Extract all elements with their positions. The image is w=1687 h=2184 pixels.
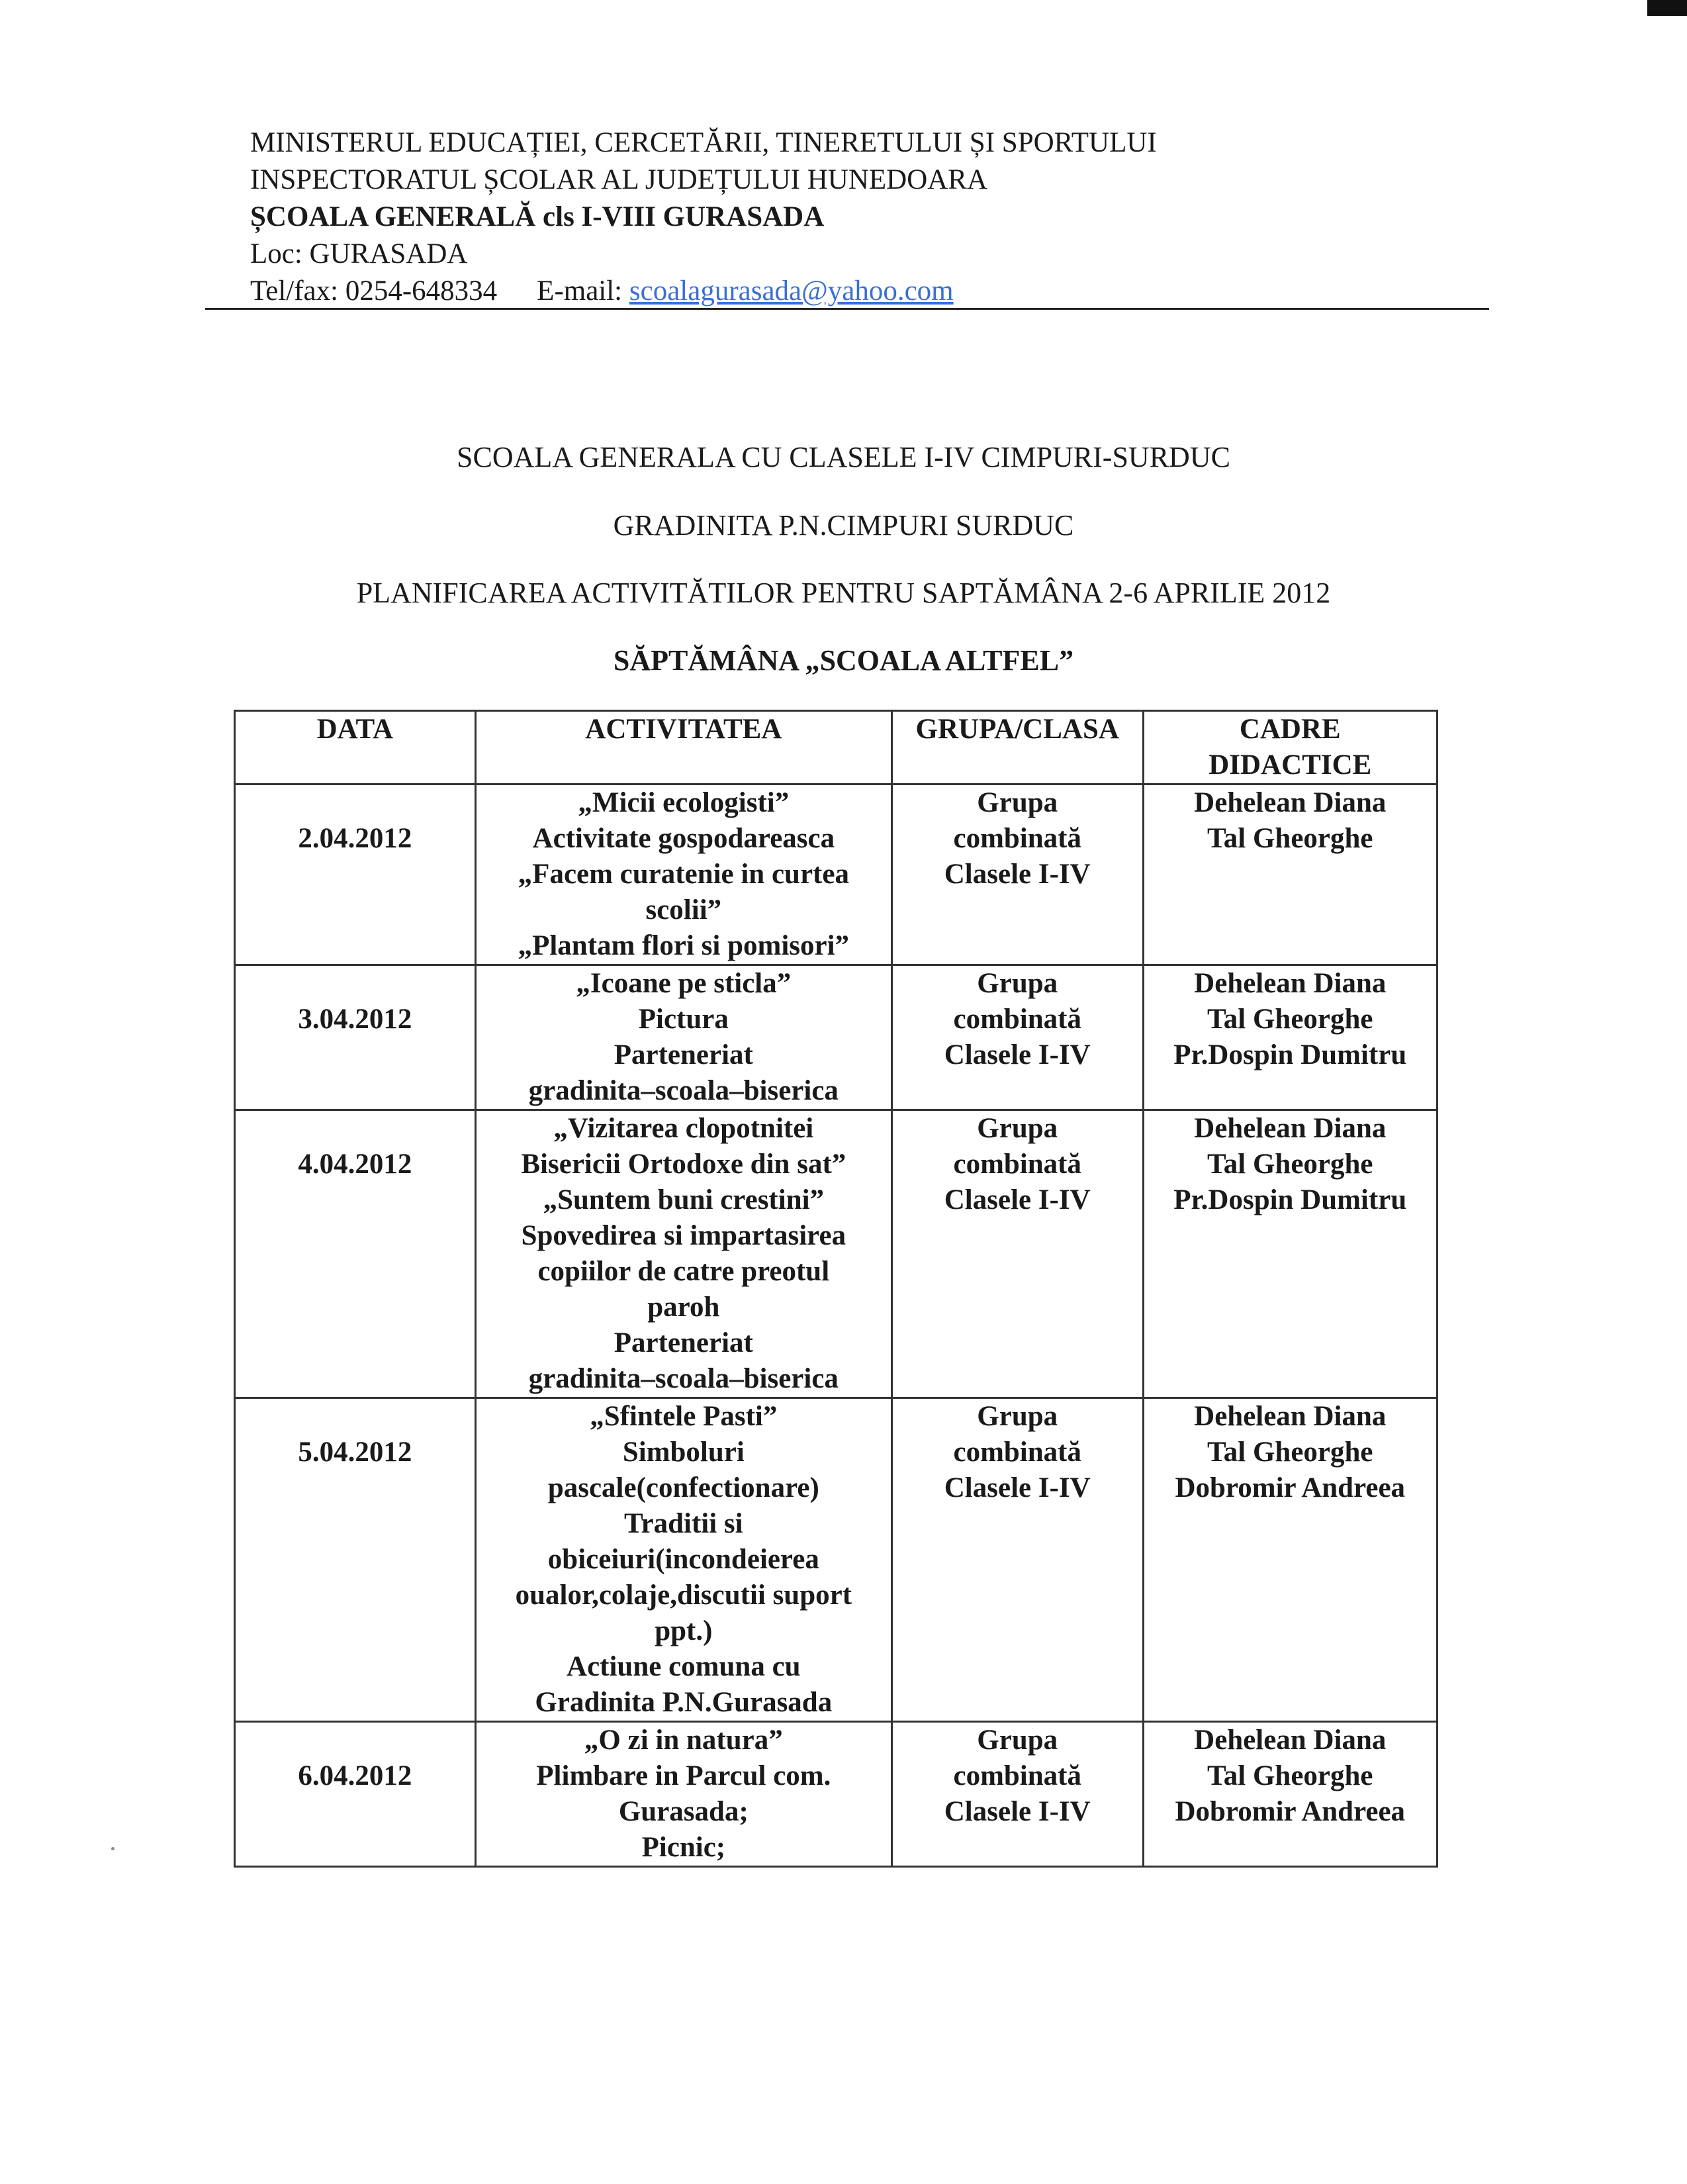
activity-cell-line: gradinita–scoala–biserica <box>528 1075 839 1106</box>
school-heading: SCOALA GENERALA CU CLASELE I-IV CIMPURI-SURDUC <box>457 441 1230 473</box>
date-cell: 5.04.2012 <box>235 1398 476 1722</box>
activity-cell <box>475 784 891 965</box>
group-cell-line: Clasele I-IV <box>944 1796 1091 1827</box>
email-label: E-mail: <box>537 275 623 307</box>
table-row <box>235 965 1437 1110</box>
activity-cell <box>475 965 891 1110</box>
ministry-name: MINISTERUL EDUCAȚIEI, CERCETĂRII, TINERETULUI ȘI SPORTULUI <box>250 127 1157 158</box>
letterhead-divider <box>205 308 1489 310</box>
activity-cell-line: Pictura <box>638 1004 729 1035</box>
staff-cell-line: Tal Gheorghe <box>1207 1149 1373 1180</box>
group-cell-line: Grupa <box>977 968 1058 999</box>
staff-cell-line: Tal Gheorghe <box>1207 823 1373 854</box>
inspectorate-name: INSPECTORATUL ȘCOLAR AL JUDEȚULUI HUNEDOARA <box>250 164 988 195</box>
group-cell-line: combinată <box>953 1437 1081 1468</box>
date-cell: 3.04.2012 <box>235 965 476 1110</box>
plan-title: PLANIFICAREA ACTIVITĂTILOR PENTRU SAPTĂMÂNA 2-6 APRILIE 2012 <box>356 577 1331 609</box>
group-cell-line: combinată <box>953 1149 1081 1180</box>
activity-cell-line: copiilor de catre preotul <box>537 1256 830 1287</box>
activity-cell-line: Plimbare in Parcul com. <box>536 1760 831 1791</box>
group-cell-line: Clasele I-IV <box>944 859 1091 890</box>
activity-cell-line: „Icoane pe sticla” <box>576 968 792 999</box>
activity-cell-line: „Micii ecologisti” <box>578 787 790 818</box>
activity-cell-line: ppt.) <box>655 1615 713 1646</box>
activity-cell-line: Parteneriat <box>614 1327 753 1358</box>
activity-cell-line: „Facem curatenie in curtea <box>518 859 849 890</box>
scan-corner-mark <box>1647 0 1687 16</box>
staff-cell-line: Dehelean Diana <box>1194 787 1387 818</box>
activity-cell-line: „Sfintele Pasti” <box>590 1401 778 1432</box>
staff-cell-line: Dehelean Diana <box>1194 1401 1387 1432</box>
date-cell: 2.04.2012 <box>235 784 476 965</box>
group-cell <box>891 784 1143 965</box>
group-cell-line: Grupa <box>977 1113 1058 1144</box>
staff-cell <box>1143 1110 1437 1398</box>
activity-cell-line: Picnic; <box>641 1832 726 1863</box>
activity-cell-line: gradinita–scoala–biserica <box>528 1363 839 1394</box>
phone-fax: Tel/fax: 0254-648334 <box>250 275 498 307</box>
staff-cell <box>1143 1722 1437 1867</box>
activity-cell-line: Bisericii Ortodoxe din sat” <box>521 1149 846 1180</box>
group-cell-line: Grupa <box>977 787 1058 818</box>
scan-speck <box>111 1847 114 1850</box>
activity-cell-line: Spovedirea si impartasirea <box>521 1220 846 1251</box>
table-header-row <box>235 711 1437 784</box>
group-cell-line: combinată <box>953 1760 1081 1791</box>
activity-cell <box>475 1722 891 1867</box>
staff-cell <box>1143 784 1437 965</box>
staff-cell-line: Dehelean Diana <box>1194 1113 1387 1144</box>
email-link[interactable]: scoalagurasada@yahoo.com <box>629 275 954 307</box>
staff-cell-line: Dobromir Andreea <box>1175 1472 1406 1503</box>
activity-cell-line: „Vizitarea clopotnitei <box>553 1113 814 1144</box>
activity-cell-line: „Plantam flori si pomisori” <box>518 930 850 961</box>
school-location: Loc: GURASADA <box>250 238 468 269</box>
activity-cell-line: pascale(confectionare) <box>547 1472 819 1503</box>
staff-cell-line: Dobromir Andreea <box>1175 1796 1406 1827</box>
contact-line <box>250 273 1508 310</box>
activity-cell-line: obiceiuri(incondeierea <box>547 1544 819 1575</box>
activity-cell-line: oualor,colaje,discutii suport <box>515 1580 852 1611</box>
letterhead <box>250 124 1508 310</box>
header-staff: CADRE DIDACTICE <box>1143 711 1437 784</box>
staff-cell-line: Tal Gheorghe <box>1207 1004 1373 1035</box>
group-cell-line: Clasele I-IV <box>944 1184 1091 1215</box>
activity-cell-line: Actiune comuna cu <box>567 1651 801 1682</box>
staff-cell-line: Tal Gheorghe <box>1207 1760 1373 1791</box>
staff-cell-line: Pr.Dospin Dumitru <box>1173 1039 1407 1070</box>
date-cell: 4.04.2012 <box>235 1110 476 1398</box>
header-activity: ACTIVITATEA <box>475 711 891 784</box>
header-group: GRUPA/CLASA <box>891 711 1143 784</box>
staff-cell <box>1143 1398 1437 1722</box>
staff-cell-line: Dehelean Diana <box>1194 968 1387 999</box>
table-body <box>235 784 1437 1867</box>
group-cell-line: Grupa <box>977 1401 1058 1432</box>
kindergarten-heading: GRADINITA P.N.CIMPURI SURDUC <box>613 509 1074 542</box>
date-cell: 6.04.2012 <box>235 1722 476 1867</box>
group-cell <box>891 1722 1143 1867</box>
table-row <box>235 1110 1437 1398</box>
staff-cell-line: Tal Gheorghe <box>1207 1437 1373 1468</box>
activity-cell-line: scolii” <box>645 894 722 926</box>
activity-cell-line: paroh <box>647 1292 720 1323</box>
activity-cell-line: Gurasada; <box>618 1796 749 1827</box>
activity-cell <box>475 1110 891 1398</box>
header-date: DATA <box>235 711 476 784</box>
activity-cell-line: Activitate gospodareasca <box>532 823 835 854</box>
group-cell-line: Grupa <box>977 1725 1058 1756</box>
staff-cell <box>1143 965 1437 1110</box>
table-row <box>235 1398 1437 1722</box>
activity-cell-line: Simboluri <box>622 1437 745 1468</box>
group-cell <box>891 1110 1143 1398</box>
activities-table <box>234 710 1438 1868</box>
staff-cell-line: Dehelean Diana <box>1194 1725 1387 1756</box>
group-cell-line: Clasele I-IV <box>944 1472 1091 1503</box>
group-cell-line: Clasele I-IV <box>944 1039 1091 1070</box>
school-name: ȘCOALA GENERALĂ cls I-VIII GURASADA <box>250 201 825 232</box>
activity-cell-line: Traditii si <box>624 1508 743 1539</box>
activity-cell-line: Parteneriat <box>614 1039 753 1070</box>
activity-cell <box>475 1398 891 1722</box>
activity-cell-line: „Suntem buni crestini” <box>543 1184 825 1215</box>
group-cell-line: combinată <box>953 823 1081 854</box>
group-cell <box>891 965 1143 1110</box>
activity-cell-line: Gradinita P.N.Gurasada <box>535 1687 833 1718</box>
week-title: SĂPTĂMÂNA „SCOALA ALTFEL” <box>613 644 1074 677</box>
group-cell-line: combinată <box>953 1004 1081 1035</box>
group-cell <box>891 1398 1143 1722</box>
staff-cell-line: Pr.Dospin Dumitru <box>1173 1184 1407 1215</box>
table-row <box>235 1722 1437 1867</box>
table-row <box>235 784 1437 965</box>
activity-cell-line: „O zi in natura” <box>584 1725 783 1756</box>
